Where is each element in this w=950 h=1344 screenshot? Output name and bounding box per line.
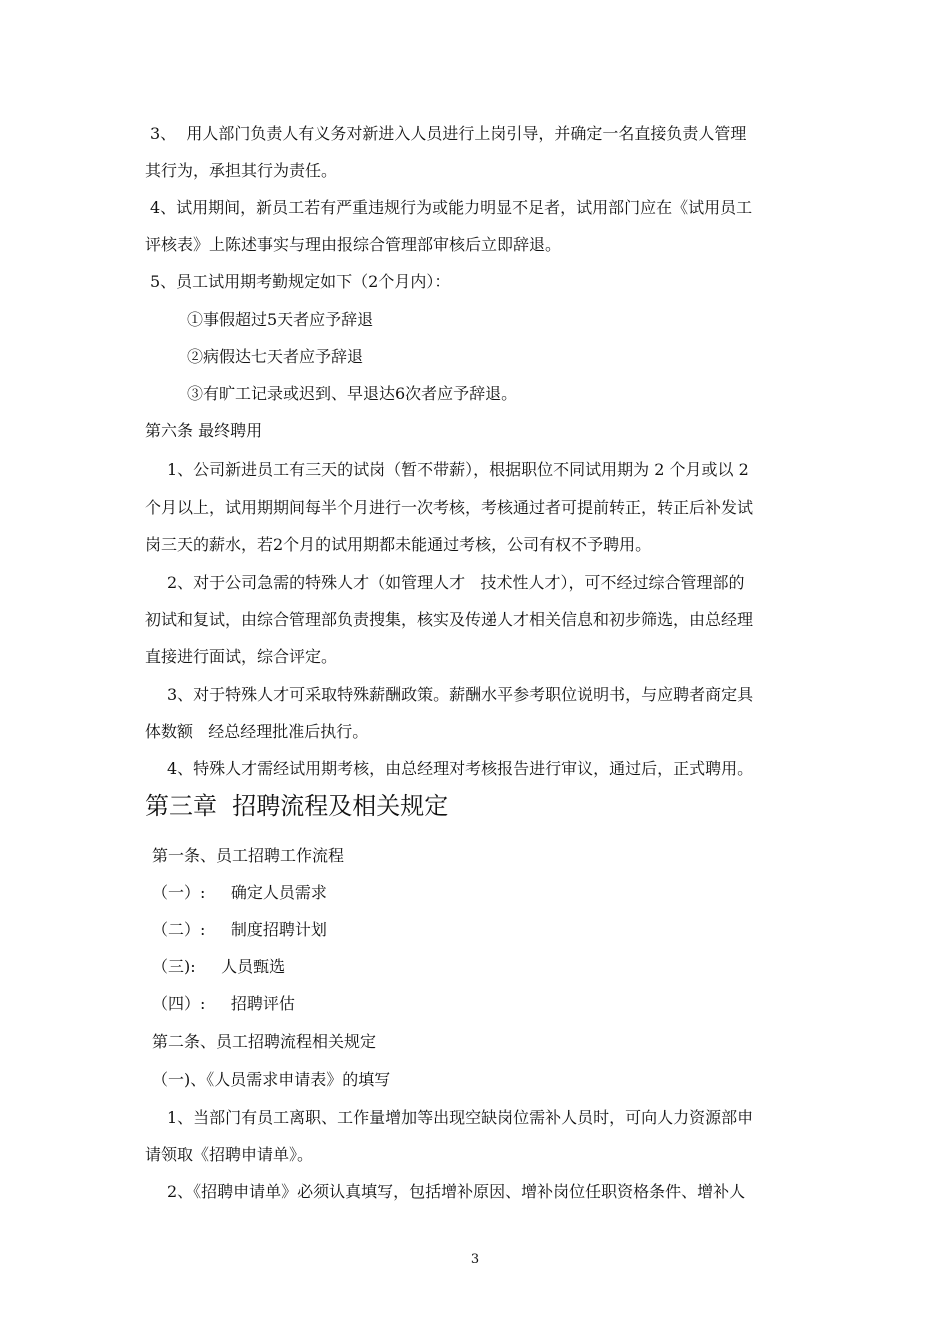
list-item: （三): 人员甄选: [152, 957, 286, 976]
text-line: ③有旷工记录或迟到、早退达6次者应予辞退。: [187, 384, 518, 403]
section-heading: 第一条、员工招聘工作流程: [152, 846, 345, 865]
section-heading: 第二条、员工招聘流程相关规定: [152, 1032, 377, 1051]
text-line: 3、对于特殊人才可采取特殊薪酬政策。薪酬水平参考职位说明书，与应聘者商定具: [167, 685, 754, 704]
text-line: 1、当部门有员工离职、工作量增加等出现空缺岗位需补人员时，可向人力资源部申: [167, 1108, 754, 1127]
text-line: 直接进行面试，综合评定。: [145, 647, 338, 666]
text-line: 初试和复试，由综合管理部负责搜集，核实及传递人才相关信息和初步筛选，由总经理: [145, 610, 754, 629]
chapter-heading: 第三章 招聘流程及相关规定: [145, 792, 449, 820]
text-line: 2、对于公司急需的特殊人才（如管理人才 技术性人才），可不经过综合管理部的: [167, 573, 745, 592]
text-line: 4、特殊人才需经试用期考核，由总经理对考核报告进行审议，通过后，正式聘用。: [167, 759, 754, 778]
text-line: 其行为，承担其行为责任。: [145, 161, 338, 180]
text-line: 5、员工试用期考勤规定如下（2个月内）：: [150, 272, 451, 291]
text-line: 个月以上，试用期期间每半个月进行一次考核，考核通过者可提前转正，转正后补发试: [145, 498, 754, 517]
text-line: 评核表》上陈述事实与理由报综合管理部审核后立即辞退。: [145, 235, 562, 254]
text-line: 4、试用期间，新员工若有严重违规行为或能力明显不足者，试用部门应在《试用员工: [150, 198, 753, 217]
text-line: 3、 用人部门负责人有义务对新进入人员进行上岗引导，并确定一名直接负责人管理: [150, 124, 747, 143]
subsection-heading: （一)、《人员需求申请表》的填写: [152, 1070, 391, 1089]
list-item: （二）: 制度招聘计划: [152, 920, 327, 939]
text-line: 1、公司新进员工有三天的试岗（暂不带薪），根据职位不同试用期为 2 个月或以 2: [167, 460, 749, 479]
list-item: （一）: 确定人员需求: [152, 883, 327, 902]
article-heading: 第六条 最终聘用: [145, 421, 263, 440]
text-line: 体数额 经总经理批准后执行。: [145, 722, 369, 741]
text-line: 2、《招聘申请单》必须认真填写，包括增补原因、增补岗位任职资格条件、增补人: [167, 1182, 746, 1201]
text-line: 岗三天的薪水，若2个月的试用期都未能通过考核，公司有权不予聘用。: [145, 535, 652, 554]
list-item: （四）: 招聘评估: [152, 994, 295, 1013]
text-line: ②病假达七天者应予辞退: [187, 347, 364, 366]
text-line: 请领取《招聘申请单》。: [145, 1145, 314, 1164]
text-line: ①事假超过5天者应予辞退: [187, 310, 374, 329]
page-number: 3: [470, 1252, 480, 1267]
